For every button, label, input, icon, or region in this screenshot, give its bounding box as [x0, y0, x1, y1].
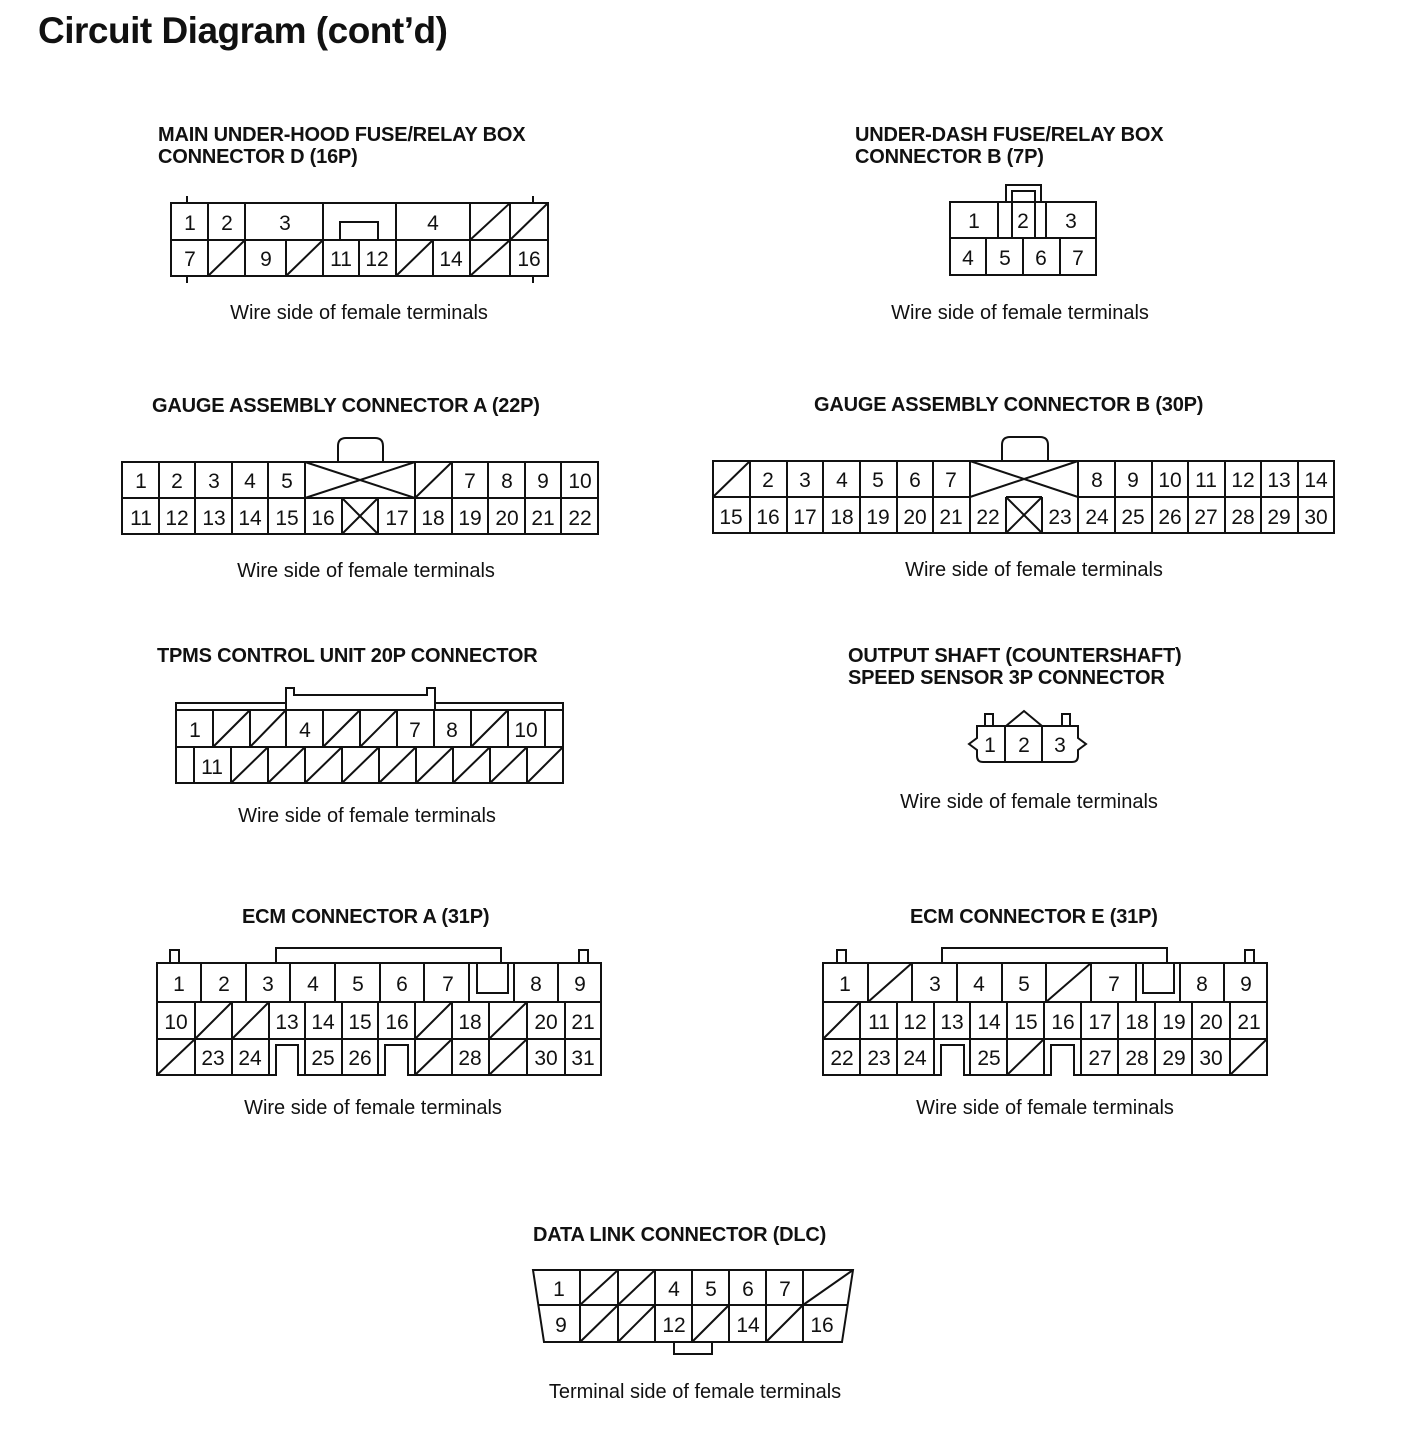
gauge-b-pin: 8	[1091, 469, 1103, 492]
gauge-b-pin: 12	[1231, 469, 1255, 492]
ecm-e-pin: 11	[868, 1011, 890, 1034]
underdash-b-pin: 3	[1065, 210, 1077, 233]
ecm-e-pin: 21	[1237, 1011, 1261, 1034]
speed-sensor-title-line2: SPEED SENSOR 3P CONNECTOR	[848, 667, 1165, 689]
gauge-b-pin: 22	[976, 506, 1000, 529]
ecm-e-pin: 12	[903, 1011, 927, 1034]
main-fuse-d-pin: 3	[279, 212, 291, 235]
gauge-b-caption: Wire side of female terminals	[905, 559, 1163, 581]
gauge-b-pin: 24	[1085, 506, 1109, 529]
ecm-a-pin: 30	[534, 1047, 558, 1070]
ecm-e-pin: 28	[1125, 1047, 1149, 1070]
gauge-a-pin: 14	[238, 507, 262, 530]
gauge-a-pin: 22	[568, 507, 592, 530]
gauge-b-pin: 29	[1267, 506, 1291, 529]
main-fuse-d-pin: 12	[365, 248, 389, 271]
main-fuse-d-pin: 14	[439, 248, 463, 271]
ecm-e-pin: 9	[1240, 973, 1252, 996]
ecm-a-caption: Wire side of female terminals	[244, 1097, 502, 1119]
gauge-b-pin: 4	[836, 469, 848, 492]
main-fuse-d-title-line1: MAIN UNDER-HOOD FUSE/RELAY BOX	[158, 124, 526, 146]
ecm-a-pin: 21	[571, 1011, 595, 1034]
gauge-a-pin: 13	[202, 507, 226, 530]
main-fuse-d-pin: 16	[517, 248, 541, 271]
speed-sensor-pin: 1	[984, 734, 996, 757]
tpms-pin: 4	[299, 719, 311, 742]
gauge-b-pin: 19	[866, 506, 890, 529]
ecm-e-pin: 5	[1018, 973, 1030, 996]
ecm-a-pin: 25	[311, 1047, 335, 1070]
ecm-a-pin: 13	[275, 1011, 299, 1034]
ecm-a-pin: 10	[164, 1011, 188, 1034]
ecm-a-pin: 26	[348, 1047, 372, 1070]
gauge-a-pin: 11	[130, 507, 152, 530]
underdash-b-caption: Wire side of female terminals	[891, 302, 1149, 324]
gauge-b-pin: 21	[939, 506, 963, 529]
gauge-a-pin: 2	[171, 470, 183, 493]
tpms-pin: 8	[446, 719, 458, 742]
ecm-a-pin: 9	[574, 973, 586, 996]
tpms-title-line1: TPMS CONTROL UNIT 20P CONNECTOR	[157, 645, 538, 667]
gauge-b-pin: 9	[1127, 469, 1139, 492]
ecm-e-pin: 16	[1051, 1011, 1075, 1034]
dlc-pin: 14	[736, 1314, 760, 1337]
main-fuse-d-pin: 9	[260, 248, 272, 271]
underdash-b-pin: 4	[962, 247, 974, 270]
underdash-b-pin: 6	[1035, 247, 1047, 270]
tpms-pin: 1	[189, 719, 201, 742]
ecm-a-pin: 6	[396, 973, 408, 996]
speed-sensor-title-line1: OUTPUT SHAFT (COUNTERSHAFT)	[848, 645, 1182, 667]
ecm-a-title-line1: ECM CONNECTOR A (31P)	[242, 906, 490, 928]
main-fuse-d-pin: 4	[427, 212, 439, 235]
ecm-a-pin: 14	[311, 1011, 335, 1034]
ecm-a-pin: 2	[218, 973, 230, 996]
gauge-b-pin: 14	[1304, 469, 1328, 492]
ecm-a-pin: 8	[530, 973, 542, 996]
dlc-pin: 16	[810, 1314, 834, 1337]
tpms-pin: 7	[409, 719, 421, 742]
gauge-a-pin: 3	[208, 470, 220, 493]
ecm-e-pin: 3	[929, 973, 941, 996]
gauge-b-pin: 6	[909, 469, 921, 492]
gauge-b-pin: 7	[945, 469, 957, 492]
tpms-pin: 10	[514, 719, 538, 742]
gauge-b-pin: 27	[1194, 506, 1218, 529]
gauge-b-pin: 25	[1121, 506, 1145, 529]
ecm-a-pin: 15	[348, 1011, 372, 1034]
ecm-e-pin: 23	[867, 1047, 891, 1070]
main-fuse-d-title-line2: CONNECTOR D (16P)	[158, 146, 358, 168]
speed-sensor-pin: 2	[1018, 734, 1030, 757]
ecm-a-pin: 5	[352, 973, 364, 996]
gauge-a-pin: 20	[495, 507, 519, 530]
underdash-b-pin: 1	[968, 210, 980, 233]
gauge-b-pin: 17	[793, 506, 817, 529]
main-fuse-d-pin: 11	[330, 248, 352, 271]
gauge-b-pin: 26	[1158, 506, 1182, 529]
tpms-pin: 11	[201, 756, 223, 779]
main-fuse-d-pin: 2	[221, 212, 233, 235]
ecm-a-pin: 4	[307, 973, 319, 996]
gauge-b-pin: 30	[1304, 506, 1328, 529]
ecm-a-pin: 7	[442, 973, 454, 996]
ecm-e-pin: 24	[903, 1047, 927, 1070]
ecm-e-pin: 22	[830, 1047, 854, 1070]
ecm-a-pin: 3	[262, 973, 274, 996]
gauge-b-pin: 5	[872, 469, 884, 492]
gauge-b-pin: 15	[719, 506, 743, 529]
ecm-a-pin: 31	[571, 1047, 595, 1070]
dlc-pin: 12	[662, 1314, 686, 1337]
ecm-a-pin: 18	[458, 1011, 482, 1034]
dlc-pin: 5	[705, 1278, 717, 1301]
ecm-e-pin: 14	[977, 1011, 1001, 1034]
gauge-b-pin: 16	[756, 506, 780, 529]
dlc-pin: 4	[668, 1278, 680, 1301]
gauge-a-pin: 19	[458, 507, 482, 530]
main-fuse-d-caption: Wire side of female terminals	[230, 302, 488, 324]
ecm-e-pin: 30	[1199, 1047, 1223, 1070]
underdash-b-pin: 5	[999, 247, 1011, 270]
ecm-a-pin: 28	[458, 1047, 482, 1070]
ecm-e-pin: 8	[1196, 973, 1208, 996]
ecm-e-pin: 18	[1125, 1011, 1149, 1034]
ecm-e-pin: 20	[1199, 1011, 1223, 1034]
gauge-a-pin: 18	[421, 507, 445, 530]
gauge-b-pin: 18	[830, 506, 854, 529]
ecm-e-pin: 27	[1088, 1047, 1112, 1070]
underdash-b-title-line1: UNDER-DASH FUSE/RELAY BOX	[855, 124, 1164, 146]
gauge-b-pin: 20	[903, 506, 927, 529]
gauge-b-pin: 10	[1158, 469, 1182, 492]
ecm-e-pin: 15	[1014, 1011, 1038, 1034]
ecm-e-pin: 17	[1088, 1011, 1112, 1034]
ecm-a-pin: 23	[201, 1047, 225, 1070]
gauge-b-pin: 2	[762, 469, 774, 492]
gauge-a-pin: 21	[531, 507, 555, 530]
gauge-a-pin: 15	[275, 507, 299, 530]
gauge-a-caption: Wire side of female terminals	[237, 560, 495, 582]
ecm-e-title-line1: ECM CONNECTOR E (31P)	[910, 906, 1158, 928]
underdash-b-title-line2: CONNECTOR B (7P)	[855, 146, 1044, 168]
gauge-a-pin: 1	[135, 470, 147, 493]
ecm-a-pin: 16	[385, 1011, 409, 1034]
gauge-a-pin: 16	[311, 507, 335, 530]
dlc-pin: 7	[779, 1278, 791, 1301]
gauge-b-pin: 13	[1267, 469, 1291, 492]
speed-sensor-pin: 3	[1054, 734, 1066, 757]
main-fuse-d-pin: 1	[184, 212, 196, 235]
gauge-b-pin: 23	[1048, 506, 1072, 529]
ecm-e-pin: 13	[940, 1011, 964, 1034]
ecm-a-pin: 1	[173, 973, 185, 996]
gauge-a-pin: 5	[281, 470, 293, 493]
main-fuse-d-pin: 7	[184, 248, 196, 271]
gauge-a-pin: 9	[537, 470, 549, 493]
underdash-b-pin: 2	[1017, 210, 1029, 233]
gauge-a-pin: 7	[464, 470, 476, 493]
dlc-caption: Terminal side of female terminals	[548, 1381, 842, 1403]
ecm-e-pin: 4	[973, 973, 985, 996]
gauge-a-pin: 17	[385, 507, 409, 530]
ecm-e-pin: 7	[1108, 973, 1120, 996]
tpms-caption: Wire side of female terminals	[238, 805, 496, 827]
gauge-a-pin: 4	[244, 470, 256, 493]
dlc-pin: 6	[742, 1278, 754, 1301]
speed-sensor-caption: Wire side of female terminals	[900, 791, 1158, 813]
ecm-e-caption: Wire side of female terminals	[916, 1097, 1174, 1119]
gauge-a-pin: 8	[501, 470, 513, 493]
gauge-a-pin: 12	[165, 507, 189, 530]
ecm-e-pin: 29	[1162, 1047, 1186, 1070]
gauge-a-title-line1: GAUGE ASSEMBLY CONNECTOR A (22P)	[152, 395, 540, 417]
ecm-e-pin: 25	[977, 1047, 1001, 1070]
dlc-pin: 1	[553, 1278, 565, 1301]
gauge-a-pin: 10	[568, 470, 592, 493]
gauge-b-pin: 28	[1231, 506, 1255, 529]
dlc-title-line1: DATA LINK CONNECTOR (DLC)	[533, 1224, 827, 1246]
underdash-b-pin: 7	[1072, 247, 1084, 270]
page-title: Circuit Diagram (cont’d)	[38, 10, 448, 51]
ecm-e-pin: 1	[839, 973, 851, 996]
ecm-e-pin: 19	[1162, 1011, 1186, 1034]
ecm-a-pin: 24	[238, 1047, 262, 1070]
gauge-b-title-line1: GAUGE ASSEMBLY CONNECTOR B (30P)	[814, 394, 1204, 416]
gauge-b-pin: 3	[799, 469, 811, 492]
ecm-a-pin: 20	[534, 1011, 558, 1034]
gauge-b-pin: 11	[1195, 469, 1217, 492]
dlc-pin: 9	[555, 1314, 567, 1337]
